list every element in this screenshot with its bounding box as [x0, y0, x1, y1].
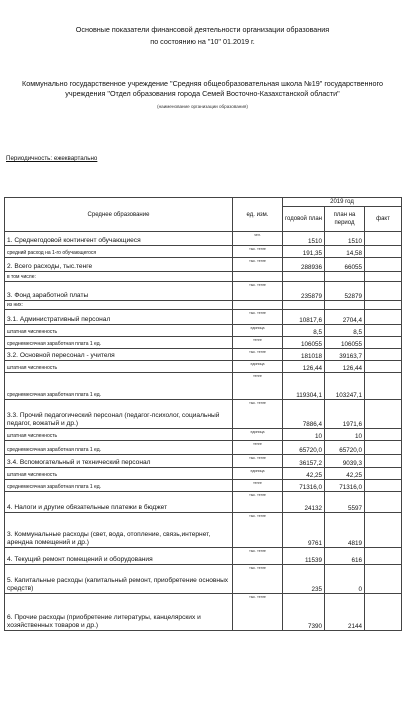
row-plan-period: 2144: [325, 594, 365, 631]
row-name: 6. Прочие расходы (приобретение литературы, канцелярских и хозяйственных товаров и др.): [5, 594, 233, 631]
row-plan-period: 5597: [325, 492, 365, 513]
table-row: [5, 349, 402, 361]
table-row: [5, 594, 402, 631]
organization-name-line2: учреждения "Отдел образования города Семей Восточно-Казахстанской области": [65, 88, 340, 98]
row-plan-period: 1510: [325, 232, 365, 246]
row-plan-year: 126,44: [283, 361, 325, 373]
table-row: [5, 282, 402, 301]
row-plan-year: 235879: [283, 282, 325, 301]
row-plan-year: 119304,1: [283, 373, 325, 400]
row-plan-year: 9761: [283, 513, 325, 548]
row-fact: [365, 429, 402, 441]
row-fact: [365, 310, 402, 325]
row-plan-period: 126,44: [325, 361, 365, 373]
row-unit: чел.: [233, 232, 283, 246]
organization-caption: (наименование организации образования): [157, 104, 248, 109]
row-name: в том числе:: [5, 272, 233, 282]
row-plan-year: 7886,4: [283, 400, 325, 429]
row-plan-year: 8,5: [283, 325, 325, 337]
row-plan-year: 288936: [283, 258, 325, 272]
table-header-row: [5, 198, 402, 207]
row-name: 3. Фонд заработной платы: [5, 282, 233, 301]
row-plan-period: 65720,0: [325, 441, 365, 455]
table-row: [5, 400, 402, 429]
organization-name-line1: Коммунально государственное учреждение "Средняя общеобразовательная школа №19" государственного: [22, 79, 383, 88]
row-fact: [365, 480, 402, 492]
row-fact: [365, 361, 402, 373]
header-plan-year: годовой план: [283, 207, 325, 232]
row-plan-period: 42,25: [325, 468, 365, 480]
row-name: среднемесячная заработная плата 1 ед.: [5, 373, 233, 400]
row-plan-year: 235: [283, 565, 325, 594]
row-name: 3.2. Основной пересонал - учителя: [5, 349, 233, 361]
row-unit: тенге: [233, 480, 283, 492]
row-fact: [365, 468, 402, 480]
table-row: [5, 441, 402, 455]
row-fact: [365, 455, 402, 468]
table-row: [5, 565, 402, 594]
row-fact: [365, 282, 402, 301]
row-unit: единица: [233, 468, 283, 480]
row-name: 4. Текущий ремонт помещений и оборудования: [5, 548, 233, 565]
table-row: [5, 361, 402, 373]
row-name: штатная численность: [5, 361, 233, 373]
row-plan-period: [325, 272, 365, 282]
row-fact: [365, 400, 402, 429]
row-unit: тенге: [233, 441, 283, 455]
financial-table: [4, 197, 402, 631]
table-row: [5, 310, 402, 325]
row-plan-year: 11539: [283, 548, 325, 565]
table-row: [5, 429, 402, 441]
row-unit: тыс. тенге: [233, 492, 283, 513]
row-fact: [365, 272, 402, 282]
row-plan-period: 9039,3: [325, 455, 365, 468]
row-plan-year: [283, 301, 325, 310]
table-row: [5, 258, 402, 272]
row-fact: [365, 246, 402, 258]
row-plan-period: 103247,1: [325, 373, 365, 400]
table-row: [5, 301, 402, 310]
table-row: [5, 468, 402, 480]
table-row: [5, 325, 402, 337]
row-fact: [365, 232, 402, 246]
report-date: по состоянию на "10" 01.2019 г.: [150, 37, 255, 46]
row-unit: тыс. тенге: [233, 548, 283, 565]
row-fact: [365, 349, 402, 361]
row-name: среднемесячная заработная плата 1 ед.: [5, 441, 233, 455]
row-plan-year: 1510: [283, 232, 325, 246]
row-fact: [365, 373, 402, 400]
row-name: из них:: [5, 301, 233, 310]
row-plan-year: 24132: [283, 492, 325, 513]
row-unit: тыс. тенге: [233, 282, 283, 301]
row-name: 3.1. Административный персонал: [5, 310, 233, 325]
row-plan-period: 0: [325, 565, 365, 594]
table-row: [5, 492, 402, 513]
header-name: Среднее образование: [5, 198, 233, 232]
row-name: штатная численность: [5, 468, 233, 480]
table-row: [5, 232, 402, 246]
row-unit: единица: [233, 325, 283, 337]
organization-name: [10, 79, 395, 98]
row-plan-period: 14,58: [325, 246, 365, 258]
row-plan-year: [283, 272, 325, 282]
row-plan-period: 39163,7: [325, 349, 365, 361]
header-plan-period: план на период: [325, 207, 365, 232]
row-name: среднемесячная заработная плата 1 ед.: [5, 480, 233, 492]
row-unit: тыс. тенге: [233, 349, 283, 361]
row-name: 2. Всего расходы, тыс.тенге: [5, 258, 233, 272]
row-plan-period: 1971,6: [325, 400, 365, 429]
table-row: [5, 480, 402, 492]
table-row: [5, 455, 402, 468]
row-plan-period: 2704,4: [325, 310, 365, 325]
row-plan-year: 42,25: [283, 468, 325, 480]
row-plan-year: 7390: [283, 594, 325, 631]
header-fact: факт: [365, 207, 402, 232]
row-plan-period: [325, 301, 365, 310]
row-unit: единица: [233, 361, 283, 373]
row-unit: тенге: [233, 373, 283, 400]
row-name: 3.3. Прочий педагогический персонал (педагог-психолог, социальный педагог, вожатый и др.): [5, 400, 233, 429]
row-unit: [233, 272, 283, 282]
row-unit: тыс. тенге: [233, 565, 283, 594]
row-name: среднемесячная заработная плата 1 ед.: [5, 337, 233, 349]
row-name: 3.4. Вспомогательный и технический персонал: [5, 455, 233, 468]
periodicity-label: Периодичность: ежеквартально: [6, 155, 98, 162]
row-fact: [365, 325, 402, 337]
row-plan-year: 181018: [283, 349, 325, 361]
row-plan-period: 66055: [325, 258, 365, 272]
row-unit: тыс. тенге: [233, 455, 283, 468]
row-unit: тыс. тенге: [233, 310, 283, 325]
row-unit: единица: [233, 429, 283, 441]
table-row: [5, 246, 402, 258]
row-unit: тыс. тенге: [233, 400, 283, 429]
row-unit: тыс. тенге: [233, 594, 283, 631]
row-name: средний расход на 1-го обучающегося: [5, 246, 233, 258]
row-plan-year: 106055: [283, 337, 325, 349]
row-unit: тыс. тенге: [233, 513, 283, 548]
row-name: штатная численность: [5, 325, 233, 337]
row-unit: тыс. тенге: [233, 246, 283, 258]
row-fact: [365, 258, 402, 272]
report-title: Основные показатели финансовой деятельности организации образования: [75, 25, 330, 34]
row-fact: [365, 337, 402, 349]
row-fact: [365, 594, 402, 631]
row-plan-period: 616: [325, 548, 365, 565]
table-row: [5, 272, 402, 282]
row-plan-year: 191,35: [283, 246, 325, 258]
row-plan-period: 8,5: [325, 325, 365, 337]
row-plan-period: 106055: [325, 337, 365, 349]
row-plan-year: 10817,6: [283, 310, 325, 325]
table-row: [5, 337, 402, 349]
row-unit: [233, 301, 283, 310]
row-plan-period: 10: [325, 429, 365, 441]
row-plan-period: 52879: [325, 282, 365, 301]
row-plan-year: 65720,0: [283, 441, 325, 455]
row-unit: тыс. тенге: [233, 258, 283, 272]
header-year: 2019 год: [283, 198, 402, 207]
row-fact: [365, 513, 402, 548]
row-plan-year: 71316,0: [283, 480, 325, 492]
table-row: [5, 548, 402, 565]
row-name: 4. Налоги и другие обязательные платежи в бюджет: [5, 492, 233, 513]
row-name: 1. Среднегодовой контингент обучающиеся: [5, 232, 233, 246]
row-plan-year: 36157,2: [283, 455, 325, 468]
header-unit: ед. изм.: [233, 198, 283, 232]
row-name: 3. Коммунальные расходы (свет, вода, отопление, связь,интернет, арендна помещений и др.): [5, 513, 233, 548]
row-name: штатная численность: [5, 429, 233, 441]
table-row: [5, 373, 402, 400]
table-row: [5, 513, 402, 548]
row-plan-period: 4819: [325, 513, 365, 548]
row-fact: [365, 548, 402, 565]
row-unit: тенге: [233, 337, 283, 349]
row-plan-year: 10: [283, 429, 325, 441]
row-fact: [365, 441, 402, 455]
row-plan-period: 71316,0: [325, 480, 365, 492]
row-fact: [365, 492, 402, 513]
row-name: 5. Капитальные расходы (капитальный ремонт, приобретение основных средств): [5, 565, 233, 594]
row-fact: [365, 301, 402, 310]
row-fact: [365, 565, 402, 594]
